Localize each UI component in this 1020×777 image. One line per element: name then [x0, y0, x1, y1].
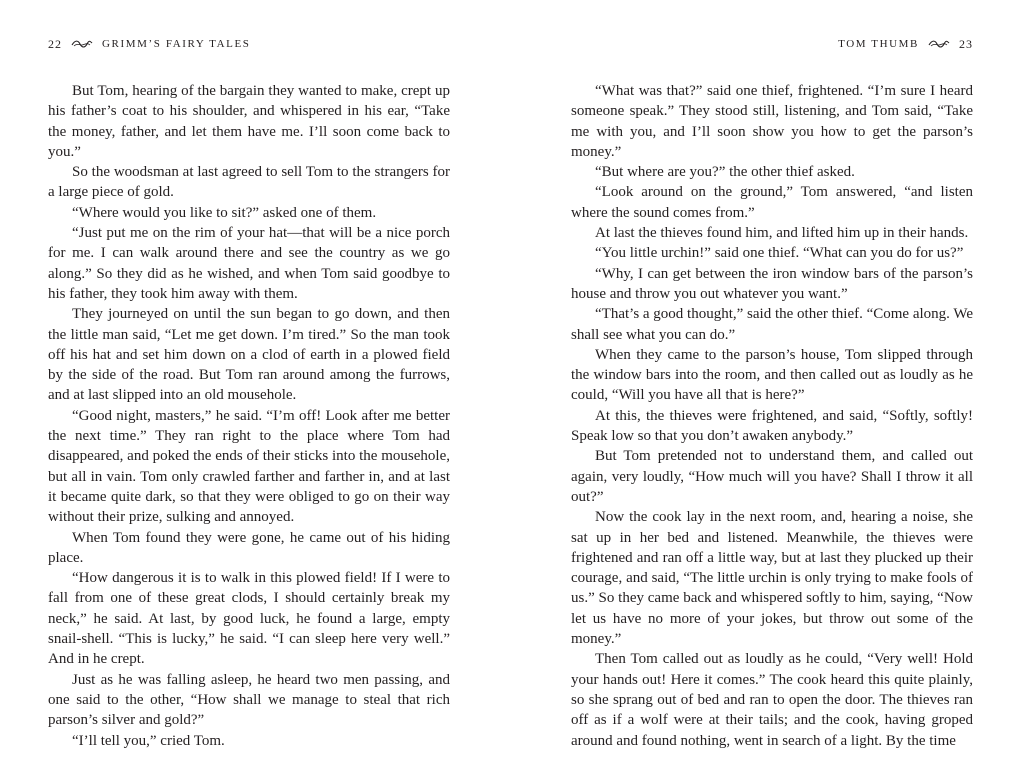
paragraph: They journeyed on until the sun began to go down, and then the little man said, “Let me get down. I’m tired.” So the man took off his hat and set him down on a clod of earth in a plowed field by the side of the road. But Tom ran around among the furrows, and at last slipped into an old mousehole.	[48, 306, 450, 404]
paragraph: “How dangerous it is to walk in this plowed field! If I were to fall from one of these great clods, I should certainly break my neck,” he said. At last, by good luck, he found a large, empty snail-shell. “This is lucky,” he said. “I can sleep here very well.” And in he crept.	[48, 570, 450, 668]
right-page-body	[571, 81, 973, 751]
right-running-head-title: TOM THUMB	[838, 38, 919, 50]
paragraph: At last the thieves found him, and lifted him up in their hands.	[595, 225, 969, 242]
swash-ornament-icon	[928, 39, 950, 49]
right-page-number: 23	[959, 37, 973, 51]
paragraph: But Tom pretended not to understand them, and called out again, very loudly, “How much will you have? Shall I throw it all out?”	[571, 448, 973, 505]
paragraph: When they came to the parson’s house, Tom slipped through the window bars into the room, and then called out as loudly as he could, “Will you have all that is here?”	[571, 346, 973, 404]
paragraph: “Just put me on the rim of your hat—that will be a nice porch for me. I can walk around there and see the country as we go along.” So they did as he wished, and when Tom said goodbye to his father, they took him away with them.	[48, 225, 450, 302]
paragraph: Then Tom called out as loudly as he could, “Very well! Hold your hands out! Here it comes.” The cook heard this quite plainly, so she sprang out of bed and ran to open the door. The thieves ran off as if a wolf were at their tails; and the cook, having groped around and found nothing, went in search of a light. By the time	[571, 651, 973, 749]
paragraph: “But where are you?” the other thief asked.	[595, 164, 855, 181]
paragraph: “I’ll tell you,” cried Tom.	[72, 732, 225, 749]
paragraph: “You little urchin!” said one thief. “What can you do for us?”	[595, 245, 964, 262]
paragraph: But Tom, hearing of the bargain they wanted to make, crept up his father’s coat to his shoulder, and whispered in his ear, “Take the money, father, and let them have me. I’ll soon come back to you.”	[48, 83, 450, 160]
paragraph: “Good night, masters,” he said. “I’m off! Look after me better the next time.” They ran right to the place where Tom had disappeared, and poked the ends of their sticks into the mousehole, but all in vain. Tom only crawled farther and farther in, and at last it became quite dark, so that they were obliged to go on their way without their prize, sulking and annoyed.	[48, 407, 450, 526]
paragraph: “Why, I can get between the iron window bars of the parson’s house and throw you out whatever you want.”	[571, 265, 973, 302]
right-running-head	[571, 37, 973, 51]
left-page-number: 22	[48, 37, 62, 51]
left-running-head-title: GRIMM’S FAIRY TALES	[102, 38, 251, 50]
paragraph: So the woodsman at last agreed to sell Tom to the strangers for a large piece of gold.	[48, 164, 450, 201]
swash-ornament-icon	[71, 39, 93, 49]
left-page-body	[48, 81, 450, 751]
paragraph: Just as he was falling asleep, he heard two men passing, and one said to the other, “How shall we manage to steal that rich parson’s silver and gold?”	[48, 671, 450, 729]
paragraph: “That’s a good thought,” said the other thief. “Come along. We shall see what you can do.”	[571, 306, 974, 343]
paragraph: Now the cook lay in the next room, and, hearing a noise, she sat up in her bed and listened. Meanwhile, the thieves were frightened and ran off a little way, but at last they plucked up their courage, and said, “The little urchin is only trying to make fools of us.” So they came back and whispered softly to him, saying, “Now let us have no more of your jokes, but throw out some of the money.”	[571, 509, 973, 648]
paragraph: “What was that?” said one thief, frightened. “I’m sure I heard someone speak.” They stood still, listening, and Tom said, “Take me with you, and I’ll soon show you how to get the parson’s money.”	[571, 83, 973, 160]
paragraph: At this, the thieves were frightened, and said, “Softly, softly! Speak low so that you don’t awaken anybody.”	[571, 407, 973, 445]
left-running-head	[48, 37, 450, 51]
paragraph: When Tom found they were gone, he came out of his hiding place.	[48, 529, 450, 566]
paragraph: “Where would you like to sit?” asked one of them.	[72, 204, 377, 221]
paragraph: “Look around on the ground,” Tom answered, “and listen where the sound comes from.”	[571, 184, 973, 221]
